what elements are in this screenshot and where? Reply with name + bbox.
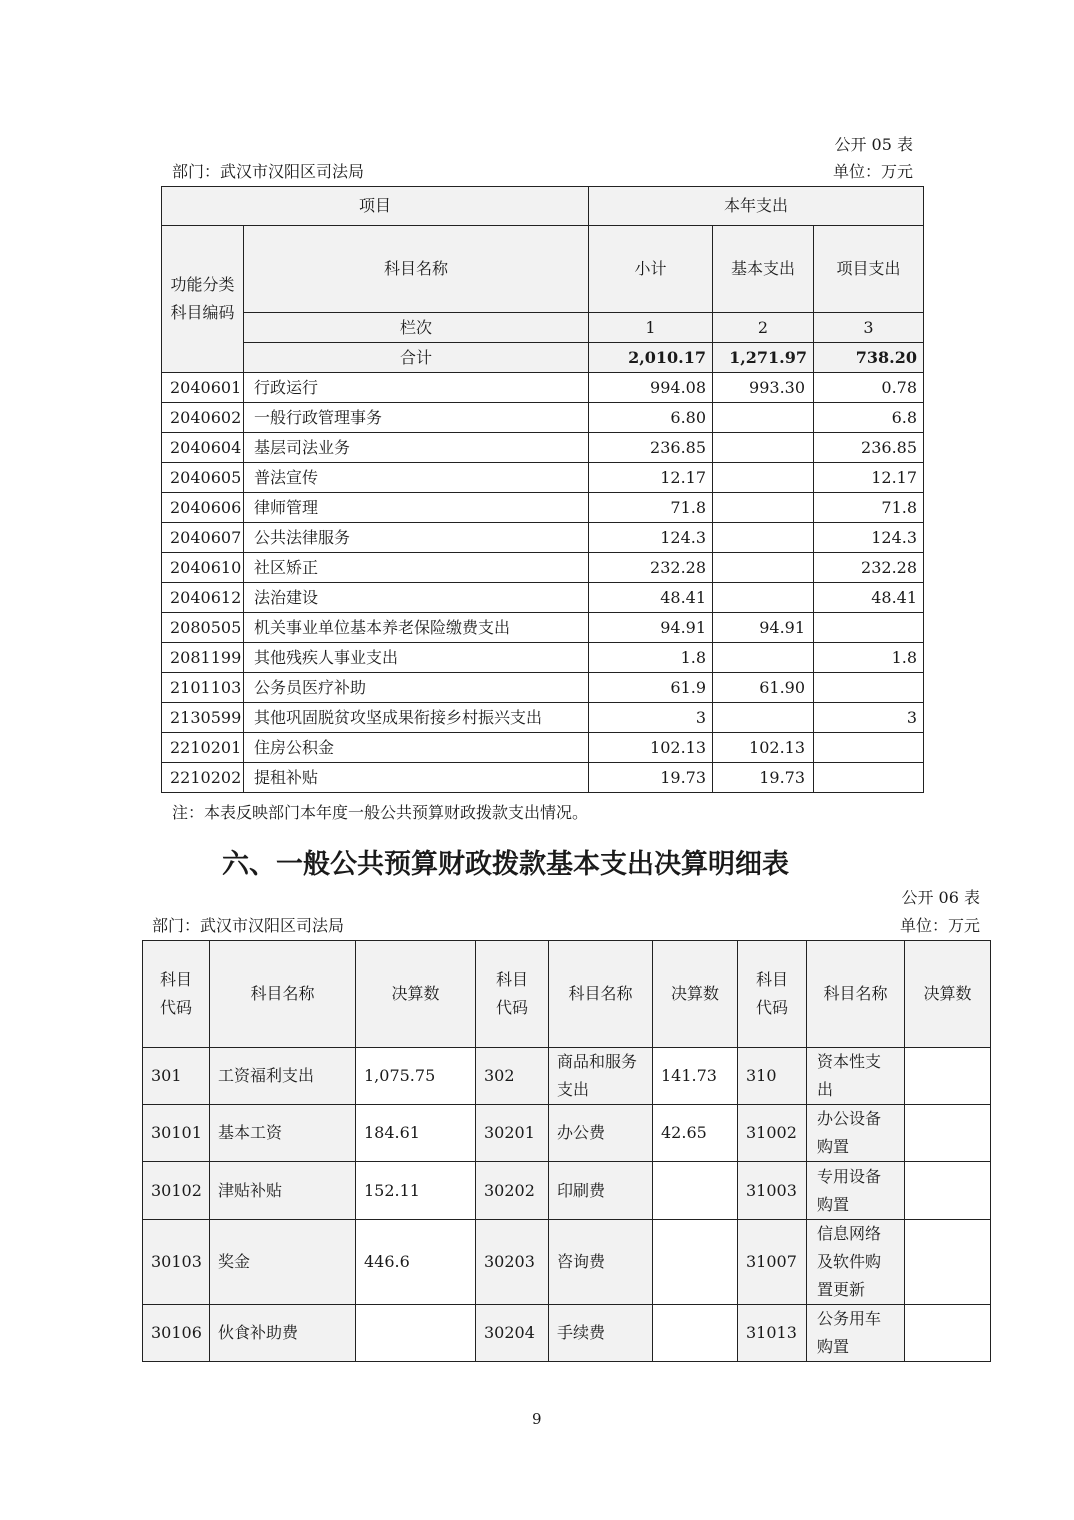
row-code: 2210201 — [162, 733, 244, 763]
row-basic: 61.90 — [713, 673, 814, 703]
row-subtotal: 102.13 — [589, 733, 713, 763]
row-amount — [905, 1048, 991, 1105]
header-name: 科目名称 — [807, 941, 905, 1048]
row-name: 津贴补贴 — [210, 1162, 356, 1220]
table-note: 注：本表反映部门本年度一般公共预算财政拨款支出情况。 — [172, 803, 589, 822]
row-basic — [713, 523, 814, 553]
row-name: 社区矫正 — [244, 553, 589, 583]
row-code: 2081199 — [162, 643, 244, 673]
table-row — [143, 1220, 991, 1305]
row-project: 232.28 — [814, 553, 924, 583]
department-label: 部门：武汉市汉阳区司法局 — [152, 916, 345, 935]
header-code: 科目代码 — [738, 941, 807, 1048]
row-project — [814, 733, 924, 763]
row-subtotal: 94.91 — [589, 613, 713, 643]
row-code: 2130599 — [162, 703, 244, 733]
row-project: 71.8 — [814, 493, 924, 523]
row-code: 31002 — [738, 1105, 807, 1162]
row-project: 0.78 — [814, 373, 924, 403]
table-row — [162, 583, 924, 613]
column-order-label: 栏次 — [244, 313, 589, 343]
header-code: 功能分类科目编码 — [162, 226, 244, 373]
row-code: 30203 — [476, 1220, 549, 1305]
row-name: 一般行政管理事务 — [244, 403, 589, 433]
row-code: 30202 — [476, 1162, 549, 1220]
row-project — [814, 763, 924, 793]
header-amount: 决算数 — [653, 941, 738, 1048]
row-code: 30102 — [143, 1162, 210, 1220]
row-basic — [713, 583, 814, 613]
column-number: 1 — [589, 313, 713, 343]
row-amount: 141.73 — [653, 1048, 738, 1105]
table-row — [162, 613, 924, 643]
table-row — [143, 1162, 991, 1220]
header-amount: 决算数 — [905, 941, 991, 1048]
row-code: 31007 — [738, 1220, 807, 1305]
table-row — [143, 1048, 991, 1105]
header-amount: 决算数 — [356, 941, 476, 1048]
row-name: 奖金 — [210, 1220, 356, 1305]
row-code: 2101103 — [162, 673, 244, 703]
row-basic — [713, 493, 814, 523]
row-name: 办公费 — [549, 1105, 653, 1162]
total-subtotal: 2,010.17 — [589, 343, 713, 373]
table-row — [143, 1305, 991, 1362]
column-order-row — [162, 313, 924, 343]
row-name: 印刷费 — [549, 1162, 653, 1220]
table-row — [162, 673, 924, 703]
header-name: 科目名称 — [210, 941, 356, 1048]
row-name: 其他巩固脱贫攻坚成果衔接乡村振兴支出 — [244, 703, 589, 733]
page-number: 9 — [532, 1410, 542, 1428]
table-row — [143, 1105, 991, 1162]
row-project — [814, 613, 924, 643]
row-code: 2040605 — [162, 463, 244, 493]
row-code: 30101 — [143, 1105, 210, 1162]
unit-label: 单位：万元 — [832, 162, 913, 181]
row-subtotal: 1.8 — [589, 643, 713, 673]
row-code: 2040612 — [162, 583, 244, 613]
row-project: 48.41 — [814, 583, 924, 613]
table-row — [162, 433, 924, 463]
row-name: 法治建设 — [244, 583, 589, 613]
row-code: 302 — [476, 1048, 549, 1105]
row-name: 提租补贴 — [244, 763, 589, 793]
row-code: 31013 — [738, 1305, 807, 1362]
row-basic — [713, 703, 814, 733]
row-subtotal: 236.85 — [589, 433, 713, 463]
row-project: 236.85 — [814, 433, 924, 463]
total-basic: 1,271.97 — [713, 343, 814, 373]
table-row — [162, 523, 924, 553]
table-row — [162, 373, 924, 403]
table-row — [162, 553, 924, 583]
row-code: 2040610 — [162, 553, 244, 583]
row-code: 2040604 — [162, 433, 244, 463]
table-row — [162, 463, 924, 493]
table-row — [162, 733, 924, 763]
table-row — [162, 763, 924, 793]
row-amount: 152.11 — [356, 1162, 476, 1220]
section-title: 六、一般公共预算财政拨款基本支出决算明细表 — [222, 849, 789, 880]
row-subtotal: 48.41 — [589, 583, 713, 613]
row-name: 商品和服务支出 — [549, 1048, 653, 1105]
row-name: 基本工资 — [210, 1105, 356, 1162]
row-amount — [905, 1162, 991, 1220]
row-basic: 993.30 — [713, 373, 814, 403]
row-code: 31003 — [738, 1162, 807, 1220]
total-project: 738.20 — [814, 343, 924, 373]
row-subtotal: 6.80 — [589, 403, 713, 433]
row-name: 基层司法业务 — [244, 433, 589, 463]
header-name: 科目名称 — [244, 226, 589, 313]
row-code: 2040601 — [162, 373, 244, 403]
row-amount — [653, 1305, 738, 1362]
row-subtotal: 232.28 — [589, 553, 713, 583]
row-code: 310 — [738, 1048, 807, 1105]
row-amount — [905, 1105, 991, 1162]
table-row — [162, 643, 924, 673]
row-basic: 102.13 — [713, 733, 814, 763]
row-name: 公务用车购置 — [807, 1305, 905, 1362]
row-name: 咨询费 — [549, 1220, 653, 1305]
row-subtotal: 61.9 — [589, 673, 713, 703]
row-subtotal: 994.08 — [589, 373, 713, 403]
row-code: 301 — [143, 1048, 210, 1105]
row-name: 工资福利支出 — [210, 1048, 356, 1105]
basic-expenditure-detail-table — [142, 940, 991, 1362]
row-name: 公务员医疗补助 — [244, 673, 589, 703]
row-basic — [713, 553, 814, 583]
row-name: 普法宣传 — [244, 463, 589, 493]
row-subtotal: 3 — [589, 703, 713, 733]
header-row — [162, 226, 924, 313]
row-name: 住房公积金 — [244, 733, 589, 763]
row-amount: 184.61 — [356, 1105, 476, 1162]
row-project: 12.17 — [814, 463, 924, 493]
table-row — [162, 703, 924, 733]
department-label: 部门：武汉市汉阳区司法局 — [172, 162, 365, 181]
table-row — [162, 493, 924, 523]
row-project: 6.8 — [814, 403, 924, 433]
header-code: 科目代码 — [476, 941, 549, 1048]
row-amount — [653, 1220, 738, 1305]
header-basic: 基本支出 — [713, 226, 814, 313]
row-code: 2210202 — [162, 763, 244, 793]
row-name: 律师管理 — [244, 493, 589, 523]
row-amount — [905, 1305, 991, 1362]
table-row — [162, 403, 924, 433]
row-name: 伙食补助费 — [210, 1305, 356, 1362]
row-amount — [905, 1220, 991, 1305]
row-name: 专用设备购置 — [807, 1162, 905, 1220]
row-basic: 94.91 — [713, 613, 814, 643]
row-amount: 42.65 — [653, 1105, 738, 1162]
row-project: 1.8 — [814, 643, 924, 673]
unit-label: 单位：万元 — [899, 916, 980, 935]
header-subtotal: 小计 — [589, 226, 713, 313]
row-code: 2080505 — [162, 613, 244, 643]
row-name: 资本性支出 — [807, 1048, 905, 1105]
row-subtotal: 19.73 — [589, 763, 713, 793]
column-number: 2 — [713, 313, 814, 343]
row-basic — [713, 433, 814, 463]
row-name: 手续费 — [549, 1305, 653, 1362]
row-basic — [713, 643, 814, 673]
header-current-year: 本年支出 — [589, 187, 924, 226]
row-amount — [356, 1305, 476, 1362]
row-code: 30103 — [143, 1220, 210, 1305]
header-item: 项目 — [162, 187, 589, 226]
row-name: 其他残疾人事业支出 — [244, 643, 589, 673]
row-code: 2040602 — [162, 403, 244, 433]
general-budget-expenditure-table — [161, 186, 924, 793]
total-label: 合计 — [244, 343, 589, 373]
column-number: 3 — [814, 313, 924, 343]
header-row — [162, 187, 924, 226]
row-code: 2040607 — [162, 523, 244, 553]
row-amount — [653, 1162, 738, 1220]
row-basic — [713, 403, 814, 433]
row-name: 信息网络及软件购置更新 — [807, 1220, 905, 1305]
row-project: 124.3 — [814, 523, 924, 553]
row-name: 行政运行 — [244, 373, 589, 403]
row-code: 30204 — [476, 1305, 549, 1362]
row-project — [814, 673, 924, 703]
header-row — [143, 941, 991, 1048]
row-subtotal: 71.8 — [589, 493, 713, 523]
row-subtotal: 12.17 — [589, 463, 713, 493]
row-code: 30106 — [143, 1305, 210, 1362]
header-code: 科目代码 — [143, 941, 210, 1048]
row-name: 公共法律服务 — [244, 523, 589, 553]
row-amount: 1,075.75 — [356, 1048, 476, 1105]
row-code: 2040606 — [162, 493, 244, 523]
table-number: 公开 05 表 — [834, 135, 913, 154]
total-row — [162, 343, 924, 373]
row-amount: 446.6 — [356, 1220, 476, 1305]
row-code: 30201 — [476, 1105, 549, 1162]
row-project: 3 — [814, 703, 924, 733]
header-name: 科目名称 — [549, 941, 653, 1048]
row-name: 办公设备购置 — [807, 1105, 905, 1162]
row-name: 机关事业单位基本养老保险缴费支出 — [244, 613, 589, 643]
header-project: 项目支出 — [814, 226, 924, 313]
row-basic — [713, 463, 814, 493]
row-subtotal: 124.3 — [589, 523, 713, 553]
row-basic: 19.73 — [713, 763, 814, 793]
table-number: 公开 06 表 — [901, 888, 980, 907]
